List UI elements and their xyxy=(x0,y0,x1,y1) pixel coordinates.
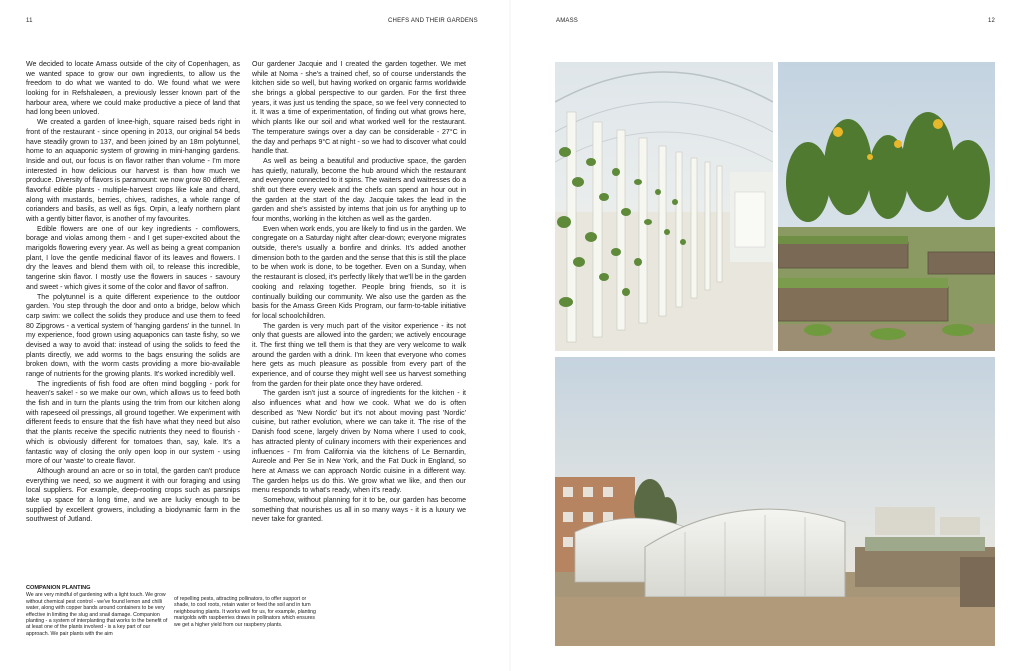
paragraph: Although around an acre or so in total, the garden can't produce everything we need, so we augment it with our foraging and using local suppliers. For example, deep-rooting crops such as parsnips take up space for a long time, and we are lucky enough to be supplied by excellent growers, including a biodynamic farm in the southwest of Jutland. xyxy=(26,467,240,524)
paragraph: Even when work ends, you are likely to find us in the garden. We congregate on a Saturday night after clear-down; everyone migrates outside, there's usually a bonfire and drinks. It's added another dimension both to the garden and the sense that this is still the place to be when work is done, to be together. Even on a Sunday, when the restaurant is closed, it's perfectly likely that we'll be in the garden cooking and relaxing together. People bring friends, so it is continually building our community. We also use the garden as the basis for the Amass Green Kids Program, our farm-to-table initiative for local schoolchildren. xyxy=(252,225,466,320)
right-running-title: AMASS xyxy=(556,18,579,24)
paragraph: The ingredients of fish food are often mind boggling - pork for heaven's sake! - so we make our own, which allows us to feed both the fish and in turn the plants using the trim from our kitchen along with rapeseed oil pressings, all ground together. We experiment with different feeds to ensure that the fish have what they need but also that the plants receive the specific nutrients they need to flourish - which is obviously different for tomatoes than, say, kale. It's a fantastic way of closing the only open loop in our system - using more of our 'waste' to create flavor. xyxy=(26,380,240,466)
paragraph: Edible flowers are one of our key ingredients - cornflowers, borage and violas among them - and I get super-excited about the marigolds flowering every year. As well as being a great companion plant, I love the gentle medicinal flavor of its leaves and flowers. I dry the leaves and blend them with oil, to release this incredible, tangerine skin flavor. I mostly use the flowers in sauces - savoury and sweet - which gives it some of the color and flavor of saffron. xyxy=(26,225,240,291)
photo-polytunnel-exterior xyxy=(555,357,995,646)
sidebar-continued xyxy=(174,596,319,628)
sidebar-text-part-1: We are very mindful of gardening with a light touch. We grow without chemical pest control - we've found lemon and chilli water, along with copper bands around containers to be very effective in limiting the slug and snail damage. Companion planting - a system of interplanting that works to the benefit of at least one of the plants involved - is a key part of our approach. We pair plants with the aim xyxy=(26,592,168,637)
paragraph: Our gardener Jacquie and I created the garden together. We met while at Noma - she's a trained chef, so of course understands the kitchen side so well, but having worked on organic farms worldwide she brings a global perspective to our garden. For the first three years, it was just us tending the space, so we feel very connected to it. It was a time of experimentation, of finding out what grows here, which plants like our soil and what worked well for the restaurant. The temperature swings over a day can be considerable - 27°C in the day and perhaps 9°C at night - so we had to discover what could handle that. xyxy=(252,61,466,156)
left-running-title: CHEFS AND THEIR GARDENS xyxy=(388,18,478,24)
body-column-2 xyxy=(252,60,466,525)
sidebar-companion-planting xyxy=(26,585,171,637)
photo-polytunnel-interior xyxy=(555,62,773,351)
left-page-number: 11 xyxy=(26,18,33,24)
page-gutter xyxy=(509,0,511,671)
photo-raised-beds-sunflowers xyxy=(778,62,995,351)
paragraph: We created a garden of knee-high, square raised beds right in front of the restaurant - since opening in 2013, our original 54 beds have steadily grown to 137, and been joined by an 18m polytunnel, home to an aquaponic system of growing in mini-hanging gardens. Inside and out, our focus is on flavor rather than volume - I'm more interested in how delicious our harvest is than how much we produce. Diversity of flavors is paramount: we now grow 80 different, flavorful edible plants - multiple-harvest crops like kale and chard, along with mustards, berries, chives, radishes, a whole range of corianders and basils, as well as figs. Orpin, a leafy northern plant with a gently bitter flavor, is another of my favourites. xyxy=(26,119,240,223)
paragraph: The garden isn't just a source of ingredients for the kitchen - it also influences what and how we cook. What we do is often described as 'New Nordic' but it's not about moving past 'Nordic' cuisine, but rather evolution, where we can take it. The rise of the Danish food scene, largely driven by Noma where I used to cook, has attracted plenty of culinary incomers with their experiences and influences - I'm from California via the kitchens of Le Bernardin, Aureole and Per Se in New York, and the Fat Duck in England, so here at Amass we can approach Nordic cuisine in a different way. The garden helps us do this. We grow what we like, and then our menu responds to what's ready, when it's ready. xyxy=(252,390,466,495)
paragraph: The polytunnel is a quite different experience to the outdoor garden. You step through the door and onto a bridge, below which carp swim: we collect the solids they produce and use them to feed 80 Zipgrows - a vertical system of 'hanging gardens' in the tunnel. In my experience, food grown using aquaponics can taste fishy, so we devised a way to avoid that: instead of using the solids to feed the plants directly, we add worms to the bags ensuring the solids are broken down, with the worm casts providing a more bio-available range of nutrients for the growing plants. It's worked incredibly well. xyxy=(26,293,240,378)
paragraph: The garden is very much part of the visitor experience - its not only that guests are allowed into the garden; we actively encourage it. The first thing we tell them is that they are very welcome to walk around the garden with a drink. I'm keen that everyone who comes here gets as much pleasure as possible from every part of the experience, and of course they might well see us harvest something from the garden for their plate once they have ordered. xyxy=(252,322,466,388)
paragraph: Somehow, without planning for it to be, our garden has become something that nourishes us all in so many ways - it is a luxury we never take for granted. xyxy=(252,496,466,524)
paragraph: We decided to locate Amass outside of the city of Copenhagen, as we wanted space to grow our own ingredients, to allow us the freedom to do what we wanted to do. We found what we were looking for in Refshaleøen, a previously lesser known part of the harbour area, where we could make productive a piece of land that had long been unloved. xyxy=(26,61,240,117)
paragraph: As well as being a beautiful and productive space, the garden has quietly, naturally, become the hub around which the restaurant and everyone connected to it spins. The waiters and waitresses do a shift out there every week and the chefs can spend an hour out in the garden at the start of the day. Jacquie takes the lead in the garden and she's assisted by interns that join us for anything up to four months, working in the kitchen as well as the garden. xyxy=(252,157,466,223)
sidebar-heading: COMPANION PLANTING xyxy=(26,585,91,591)
right-page-number: 12 xyxy=(988,18,996,24)
body-column-1 xyxy=(26,60,240,525)
sidebar-text-part-2: of repelling pests, attracting pollinators, to offer support or shade, to cool roots, retain water or feed the soil and in turn neighbouring plants. It works well for us, for example, planting marigolds with raspberries draws in pollinators which ensures we get a higher yield from our raspberry plants. xyxy=(174,596,316,628)
